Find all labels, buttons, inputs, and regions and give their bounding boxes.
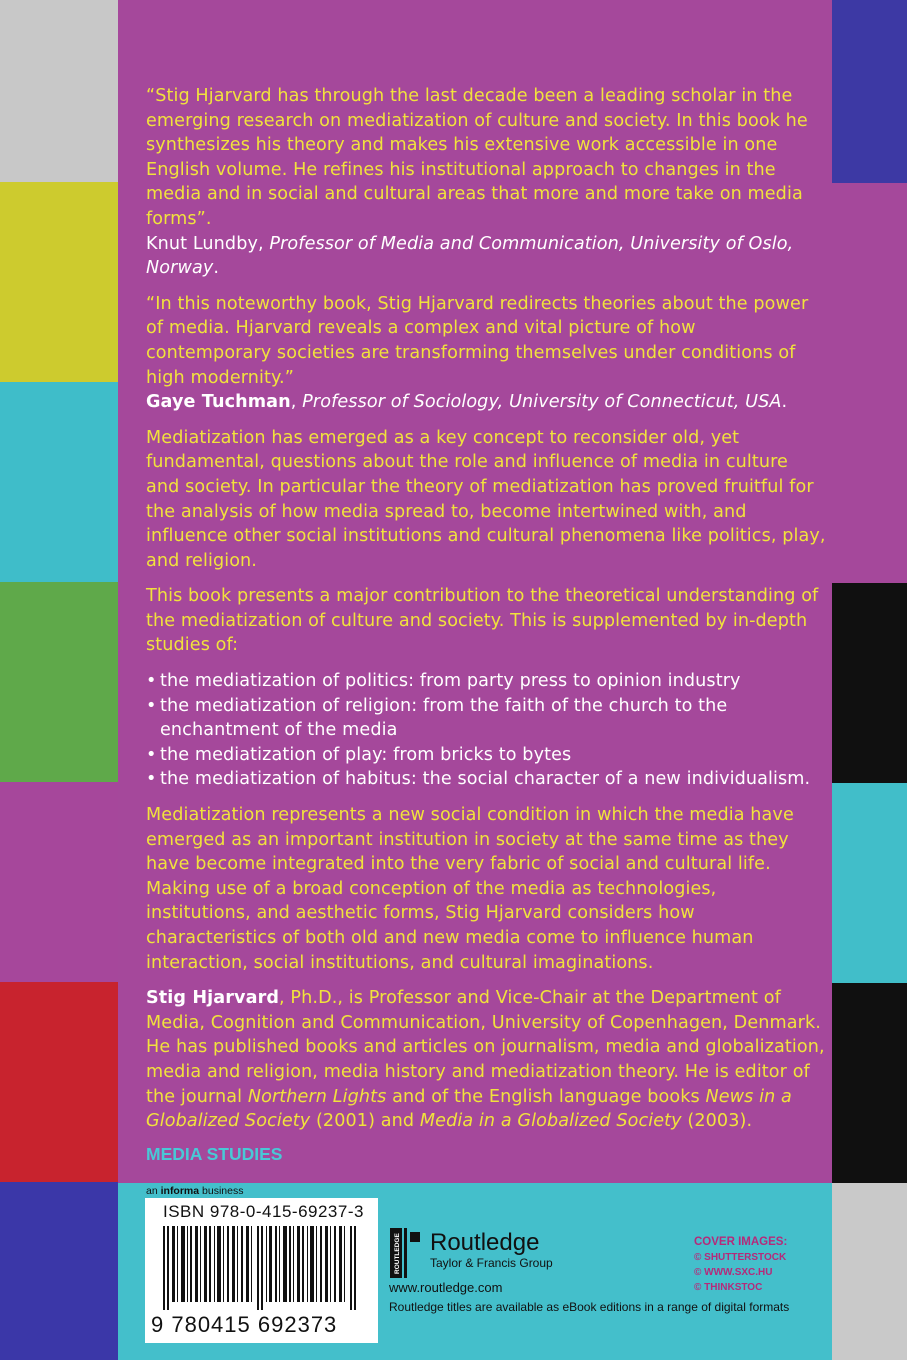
description-paragraph-2: This book presents a major contribution to the theoretical understanding of the mediatization of culture and society. This is supplemented by in-depth studies of: — [146, 586, 819, 656]
credits-heading: COVER IMAGES: — [694, 1236, 788, 1248]
left-bar-yellow — [0, 182, 118, 382]
barcode-icon — [163, 1226, 360, 1310]
book-title-1: News in a Globalized Society — [146, 1086, 792, 1132]
journal-title: Northern Lights — [247, 1086, 387, 1107]
right-bar-blue — [832, 0, 907, 183]
quote-1-title: Professor of Media and Communication, University of Oslo, Norway — [146, 233, 794, 279]
book-title-2: Media in a Globalized Society — [419, 1111, 682, 1132]
left-bar-magenta — [0, 782, 118, 982]
publisher-brand — [430, 1230, 553, 1270]
quote-2: “In this noteworthy book, Stig Hjarvard redirects theories about the power of media. Hjarvard reveals a complex and vital picture of how contemporary societies are transforming themselves under conditions of high modernity.” Gaye Tuchman, Professor of Sociology, University of Connecticut, USA. — [146, 293, 809, 413]
routledge-logo-icon — [388, 1226, 426, 1282]
back-cover-text — [146, 84, 826, 1145]
author-name: Stig Hjarvard — [146, 988, 280, 1009]
right-bar-magenta — [832, 183, 907, 583]
isbn-text: ISBN 978-0-415-69237-3 — [163, 1202, 364, 1221]
quote-2-author: Gaye Tuchman — [146, 392, 291, 413]
list-item: • the mediatization of politics: from party press to opinion industry — [146, 669, 826, 694]
description-paragraph-3: Mediatization represents a new social condition in which the media have emerged as an important institution in society at the same time as they have become integrated into the very fabric of social and cultural life. Making use of a broad conception of the media as technologies, institutions, and aesthetic forms, Stig Hjarvard considers how characteristics of both old and new media come to influence human interaction, social institutions, and cultural imaginations. — [146, 805, 794, 973]
left-bar-red — [0, 982, 118, 1182]
credit-item: © WWW.SXC.HU — [694, 1267, 773, 1278]
left-bar-gray — [0, 0, 118, 182]
credit-item: © THINKSTOC — [694, 1282, 763, 1293]
right-bar-cyan — [832, 783, 907, 983]
list-item: • the mediatization of religion: from the faith of the church to the enchantment of the media — [146, 694, 826, 743]
credit-item: © SHUTTERSTOCK — [694, 1252, 787, 1263]
barcode — [145, 1198, 378, 1343]
logo-text: ROUTLEDGE — [394, 1233, 401, 1274]
description-paragraph-1: Mediatization has emerged as a key concept to reconsider old, yet fundamental, questions about the role and influence of media in culture and society. In particular the theory of mediatization has proved fruitful for the analysis of how media spread to, become intertwined with, and influence other social institutions and cultural phenomena like politics, play, and religion. — [146, 427, 826, 571]
list-item: • the mediatization of play: from bricks to bytes — [146, 743, 826, 768]
right-bar-black-2 — [832, 983, 907, 1183]
subject-category: MEDIA STUDIES — [146, 1144, 283, 1164]
publisher-name: Routledge — [430, 1229, 540, 1256]
left-bar-cyan — [0, 382, 118, 582]
informa-tagline: an informa business — [146, 1185, 244, 1197]
right-bar-black — [832, 583, 907, 783]
author-bio: Stig Hjarvard, Ph.D., is Professor and Vice-Chair at the Department of Media, Cognition and Communication, University of Copenhagen, Denmark. He has published books and articles on journalism, media and globalization, media and religion, media history and mediatization theory. He is editor of the journal Northern Lights and of the English language books News in a Globalized Society (2001) and Media in a Globalized Society (2003). — [146, 988, 825, 1132]
cover-image-credits — [694, 1235, 787, 1295]
publisher-group: Taylor & Francis Group — [430, 1256, 553, 1270]
studies-list — [146, 669, 826, 792]
publisher-website: www.routledge.com — [389, 1280, 503, 1295]
right-bar-gray — [832, 1183, 907, 1360]
ebook-note: Routledge titles are available as eBook editions in a range of digital formats — [389, 1300, 790, 1314]
quote-2-title: Professor of Sociology, University of Connecticut, USA — [302, 392, 782, 413]
left-bar-green — [0, 582, 118, 782]
left-bar-blue — [0, 1182, 118, 1360]
quote-1-author: Knut Lundby — [146, 233, 258, 254]
list-item: • the mediatization of habitus: the social character of a new individualism. — [146, 767, 826, 792]
ean-number: 9 780415 692373 — [151, 1312, 338, 1337]
quote-1: “Stig Hjarvard has through the last decade been a leading scholar in the emerging research on mediatization of culture and society. In this book he synthesizes his theory and makes his extensive work accessible in one English volume. He refines his institutional approach to changes in the media and in social and cultural areas that more and more take on media forms”. Knut Lundby, Professor of Media and Communication, University of Oslo, Norway. — [146, 86, 808, 279]
